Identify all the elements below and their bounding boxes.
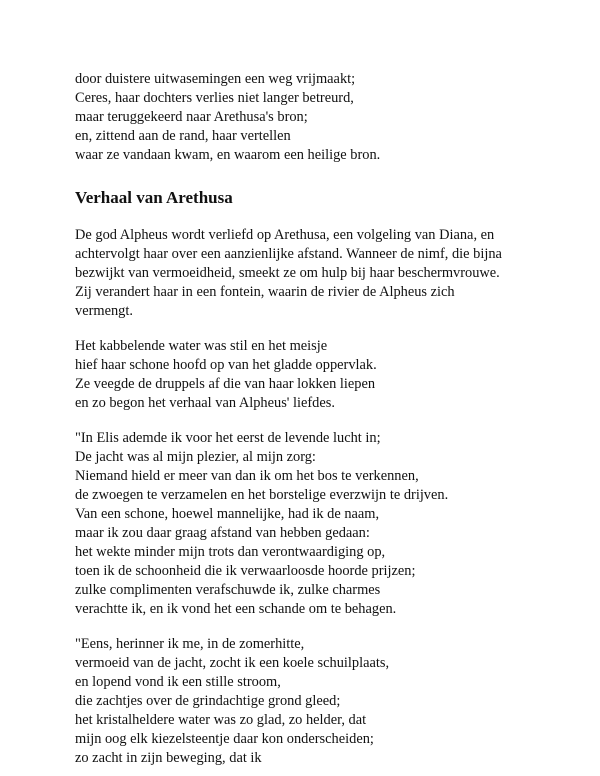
verse-line: waar ze vandaan kwam, en waarom een heilige bron. [75,147,381,163]
stanza-3 [75,635,575,768]
verse-line: toen ik de schoonheid die ik verwaarloosde hoorde prijzen; [75,563,416,579]
verse-line: het kristalheldere water was zo glad, zo helder, dat [75,712,367,728]
verse-line: Het kabbelende water was stil en het meisje [75,338,328,354]
verse-line: zo zacht in zijn beweging, dat ik [75,750,262,766]
verse-line: "Eens, herinner ik me, in de zomerhitte, [75,636,305,652]
verse-line: Ze veegde de druppels af die van haar lokken liepen [75,376,376,392]
summary-paragraph [75,226,575,321]
verse-line: die zachtjes over de grindachtige grond gleed; [75,693,341,709]
summary-line: De god Alpheus wordt verliefd op Arethusa, een volgeling van Diana, en [75,227,495,243]
verse-line: maar teruggekeerd naar Arethusa's bron; [75,109,308,125]
verse-line: Niemand hield er meer van dan ik om het bos te verkennen, [75,468,419,484]
verse-line: de zwoegen te verzamelen en het borstelige everzwijn te drijven. [75,487,449,503]
verse-line: en, zittend aan de rand, haar vertellen [75,128,291,144]
verse-line: en lopend vond ik een stille stroom, [75,674,281,690]
summary-line: bezwijkt van vermoeidheid, smeekt ze om hulp bij haar beschermvrouwe. [75,265,500,281]
verse-line: maar ik zou daar graag afstand van hebben gedaan: [75,525,370,541]
stanza-1 [75,337,575,413]
verse-line: verachtte ik, en ik vond het een schande om te behagen. [75,601,397,617]
verse-line: het wekte minder mijn trots dan verontwaardiging op, [75,544,386,560]
verse-line: mijn oog elk kiezelsteentje daar kon onderscheiden; [75,731,374,747]
verse-line: hief haar schone hoofd op van het gladde oppervlak. [75,357,377,373]
verse-line: "In Elis ademde ik voor het eerst de levende lucht in; [75,430,381,446]
section-heading: Verhaal van Arethusa [75,188,233,207]
verse-line: De jacht was al mijn plezier, al mijn zorg: [75,449,316,465]
verse-line: door duistere uitwasemingen een weg vrijmaakt; [75,71,356,87]
intro-verse [75,70,575,165]
summary-line: achtervolgt haar over een aanzienlijke afstand. Wanneer de nimf, die bijna [75,246,502,262]
stanza-2 [75,429,575,619]
summary-line: Zij verandert haar in een fontein, waarin de rivier de Alpheus zich [75,284,455,300]
document-page [75,70,575,768]
verse-line: zulke complimenten verafschuwde ik, zulke charmes [75,582,381,598]
summary-line: vermengt. [75,303,133,319]
verse-line: Van een schone, hoewel mannelijke, had ik de naam, [75,506,380,522]
verse-line: vermoeid van de jacht, zocht ik een koele schuilplaats, [75,655,390,671]
verse-line: en zo begon het verhaal van Alpheus' liefdes. [75,395,335,411]
verse-line: Ceres, haar dochters verlies niet langer betreurd, [75,90,354,106]
